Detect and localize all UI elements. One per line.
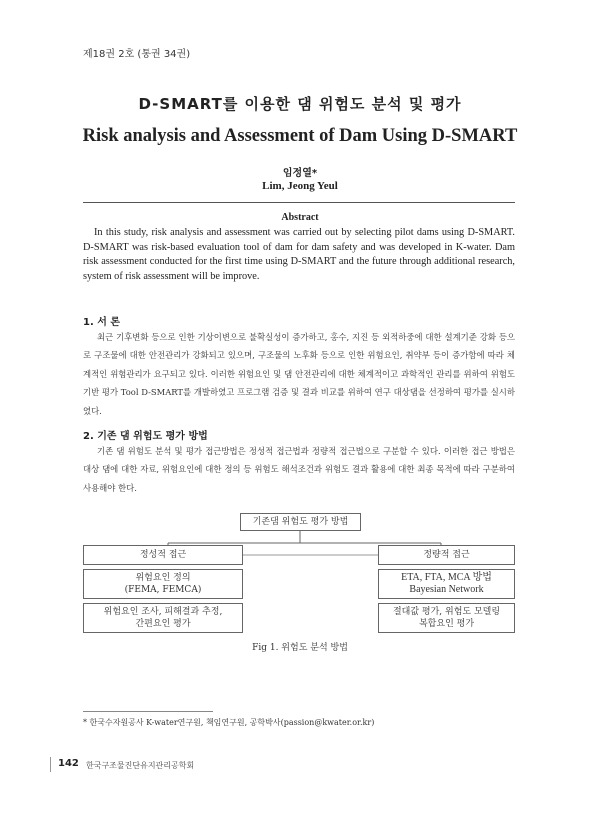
section-2-text: 기존 댐 위험도 분석 및 평가 접근방법은 정성적 접근법과 정량적 접근법으로 구분할 수 있다. 이러한 접근 방법은 대상 댐에 대한 자료, 위험요인에 대한 정의 등 위험도 해석조건과 위험도 결과 활용에 대한 최종 목적에 따라 구분하여 사용해야 한다. bbox=[83, 446, 515, 493]
figure-right-box-1 bbox=[378, 569, 515, 599]
journal-name: 한국구조물진단유지관리공학회 bbox=[86, 761, 195, 770]
section-1-text: 최근 기후변화 등으로 인한 기상이변으로 불확실성이 증가하고, 홍수, 지진 등 외적하중에 대한 설계기준 강화 등으로 구조물에 대한 안전관리가 강화되고 있으며, 구조물의 노후화 등으로 인한 위험요인, 취약부 등이 증가함에 따라 체계적인 위험관리가 요구되고 있다. 이러한 위험요인 및 댐 안전관리에 대한 체계적이고 과학적인 관리를 위하여 위험도 기반 평가 Tool D-SMART를 개발하였고 프로그램 검증 및 결과 비교를 위하여 연구 대상댐을 선정하여 평가를 실시하였다. bbox=[83, 332, 515, 416]
figure-left-head bbox=[83, 545, 243, 565]
figure-left-box-1-line-1: 위험요인 정의 bbox=[135, 573, 191, 583]
title-english: Risk analysis and Assessment of Dam Using D-SMART bbox=[82, 126, 518, 146]
figure-top-box bbox=[240, 513, 361, 531]
abstract-text: In this study, risk analysis and assessment was carried out by selecting pilot dams using D-SMART. D-SMART was risk-based evaluation tool of dam for dam safety and was developed in K-water. Dam risk assessment conducted for the first time using D-SMART and the future through additional research, system of risk assessment will be improve. bbox=[83, 227, 515, 282]
figure-left-head-label: 정성적 접근 bbox=[139, 550, 187, 560]
figure-caption: Fig 1. 위험도 분석 방법 bbox=[252, 643, 348, 653]
page-number: 142 bbox=[58, 758, 79, 769]
figure-right-box-1-line-1: ETA, FTA, MCA 방법 bbox=[401, 572, 492, 583]
figure-left-box-2 bbox=[83, 603, 243, 633]
figure-right-box-2 bbox=[378, 603, 515, 633]
figure-right-box-2-line-2: 복합요인 평가 bbox=[418, 619, 475, 629]
abstract-heading: Abstract bbox=[281, 212, 319, 223]
title-korean: D-SMART를 이용한 댐 위험도 분석 및 평가 bbox=[138, 95, 462, 113]
figure-left-box-1 bbox=[83, 569, 243, 599]
footer-bar bbox=[50, 757, 51, 772]
figure-left-box-2-line-2: 간편요인 평가 bbox=[135, 619, 191, 629]
issue-info: 제18권 2호 (통권 34권) bbox=[83, 49, 191, 60]
section-2-heading: 2. 기존 댐 위험도 평가 방법 bbox=[83, 431, 208, 442]
author-english: Lim, Jeong Yeul bbox=[262, 180, 338, 192]
figure-right-box-1-line-2: Bayesian Network bbox=[409, 584, 484, 595]
section-1-heading: 1. 서 론 bbox=[83, 317, 121, 328]
figure-left-box-2-line-1: 위험요인 조사, 피해결과 추정, bbox=[103, 607, 223, 617]
footnote: * 한국수자원공사 K-water연구원, 책임연구원, 공학박사(passion@kwater.or.kr) bbox=[83, 718, 375, 727]
figure-left-box-1-line-2: (FEMA, FEMCA) bbox=[124, 585, 202, 595]
author-korean: 임정열* bbox=[282, 168, 318, 179]
figure-right-head bbox=[378, 545, 515, 565]
figure-right-box-2-line-1: 절대값 평가, 위험도 모델링 bbox=[392, 607, 501, 617]
figure-top-label: 기존댐 위험도 평가 방법 bbox=[252, 517, 349, 527]
footnote-divider bbox=[83, 711, 213, 712]
figure-right-head-label: 정량적 접근 bbox=[423, 550, 470, 560]
